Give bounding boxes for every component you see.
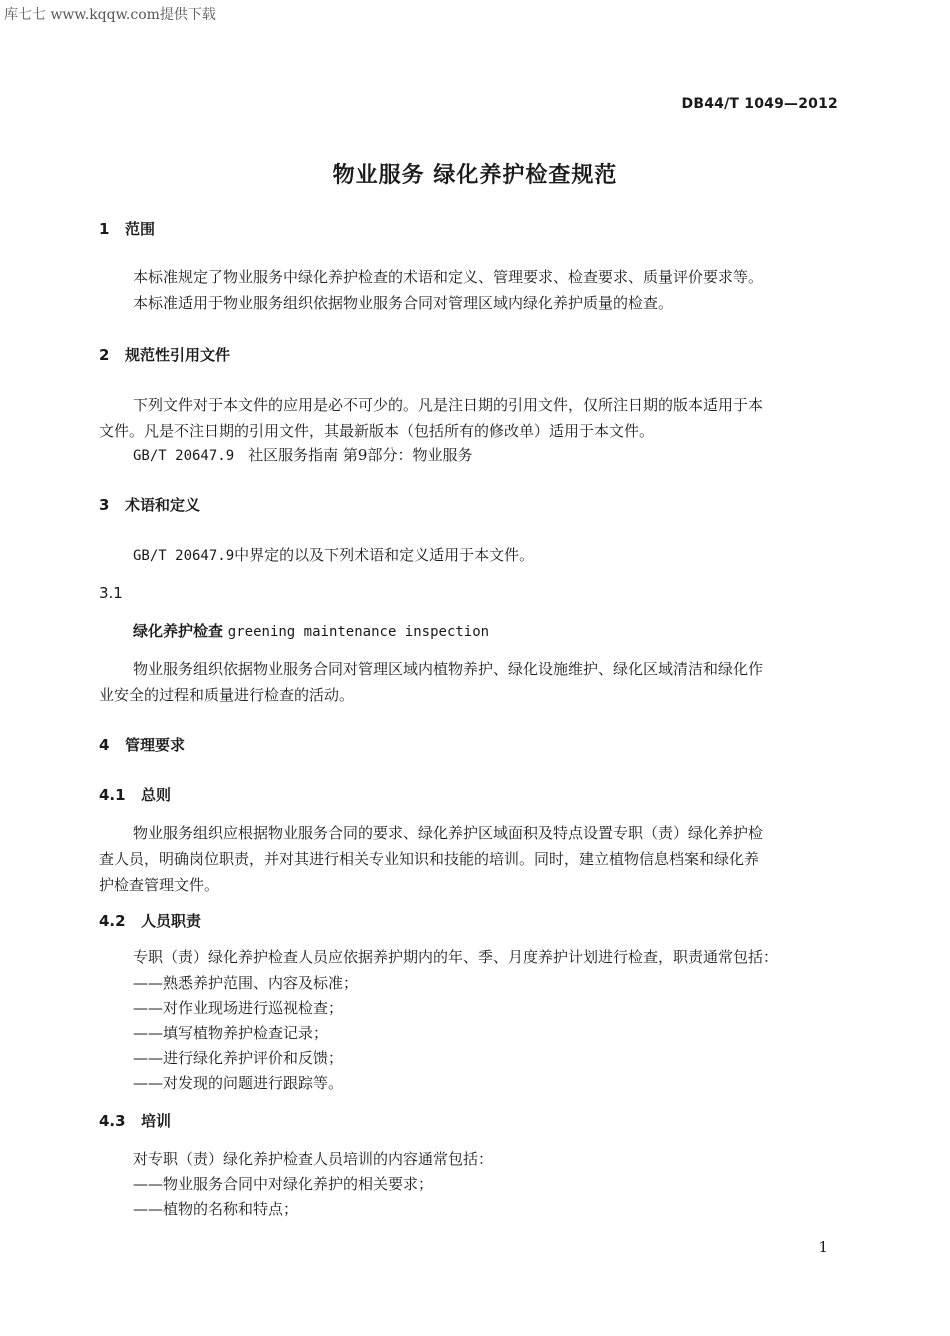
paragraph-text: 中界定的以及下列术语和定义适用于本文件。: [234, 546, 535, 564]
section-4-2-heading: [99, 910, 201, 931]
paragraph: 物业服务组织应根据物业服务合同的要求、绿化养护区域面积及特点设置专职（责）绿化养护检: [133, 824, 764, 842]
page-title: 物业服务 绿化养护检查规范: [332, 163, 618, 188]
paragraph: 本标准规定了物业服务中绿化养护检查的术语和定义、管理要求、检查要求、质量评价要求等。: [133, 268, 764, 286]
section-3-heading: [99, 494, 200, 515]
definition: 业安全的过程和质量进行检查的活动。: [99, 686, 355, 704]
section-number: 4.3: [99, 1112, 126, 1130]
paragraph: [133, 544, 534, 565]
paragraph: 护检查管理文件。: [99, 876, 220, 894]
section-4-1-heading: [99, 784, 171, 805]
section-title: 管理要求: [125, 736, 186, 754]
list-item: ——进行绿化养护评价和反馈；: [133, 1049, 344, 1067]
list-item: ——对作业现场进行巡视检查；: [133, 999, 344, 1017]
section-4-heading: [99, 734, 185, 755]
page-number: 1: [818, 1238, 828, 1256]
section-number: 4.2: [99, 912, 126, 930]
term-chinese: 绿化养护检查: [133, 622, 224, 640]
section-title: 培训: [141, 1112, 172, 1130]
section-4-3-heading: [99, 1110, 171, 1131]
term-entry: [133, 620, 489, 641]
term-english: greening maintenance inspection: [227, 624, 490, 640]
reference-code: GB/T 20647.9: [133, 448, 235, 464]
watermark: 库七七 www.kqqw.com提供下载: [4, 7, 216, 23]
section-title: 总则: [141, 786, 172, 804]
section-title: 人员职责: [141, 912, 202, 930]
section-title: 术语和定义: [125, 496, 201, 514]
section-2-heading: [99, 344, 230, 365]
subsection-number: 3.1: [99, 584, 123, 602]
section-number: 1: [99, 220, 110, 238]
paragraph: 下列文件对于本文件的应用是必不可少的。凡是注日期的引用文件，仅所注日期的版本适用于本: [133, 396, 764, 414]
paragraph: 文件。凡是不注日期的引用文件，其最新版本（包括所有的修改单）适用于本文件。: [99, 422, 655, 440]
paragraph: 对专职（责）绿化养护检查人员培训的内容通常包括：: [133, 1150, 494, 1168]
paragraph: 专职（责）绿化养护检查人员应依据养护期内的年、季、月度养护计划进行检查，职责通常包括：: [133, 948, 779, 966]
reference-entry: [133, 444, 472, 465]
list-item: ——填写植物养护检查记录；: [133, 1024, 329, 1042]
section-number: 4: [99, 736, 110, 754]
section-number: 3: [99, 496, 110, 514]
section-number: 2: [99, 346, 110, 364]
list-item: ——物业服务合同中对绿化养护的相关要求；: [133, 1175, 434, 1193]
section-number: 4.1: [99, 786, 126, 804]
list-item: ——熟悉养护范围、内容及标准；: [133, 974, 359, 992]
reference-title: 社区服务指南 第9部分：物业服务: [248, 446, 473, 464]
list-item: ——对发现的问题进行跟踪等。: [133, 1074, 344, 1092]
section-1-heading: [99, 218, 155, 239]
paragraph: 本标准适用于物业服务组织依据物业服务合同对管理区域内绿化养护质量的检查。: [133, 294, 674, 312]
section-title: 规范性引用文件: [125, 346, 231, 364]
section-title: 范围: [125, 220, 156, 238]
paragraph: 查人员，明确岗位职责，并对其进行相关专业知识和技能的培训。同时，建立植物信息档案和绿化养: [99, 850, 760, 868]
standard-code: DB44/T 1049—2012: [681, 96, 838, 112]
definition: 物业服务组织依据物业服务合同对管理区域内植物养护、绿化设施维护、绿化区域清洁和绿化作: [133, 660, 764, 678]
reference-code: GB/T 20647.9: [133, 548, 235, 564]
list-item: ——植物的名称和特点；: [133, 1200, 299, 1218]
